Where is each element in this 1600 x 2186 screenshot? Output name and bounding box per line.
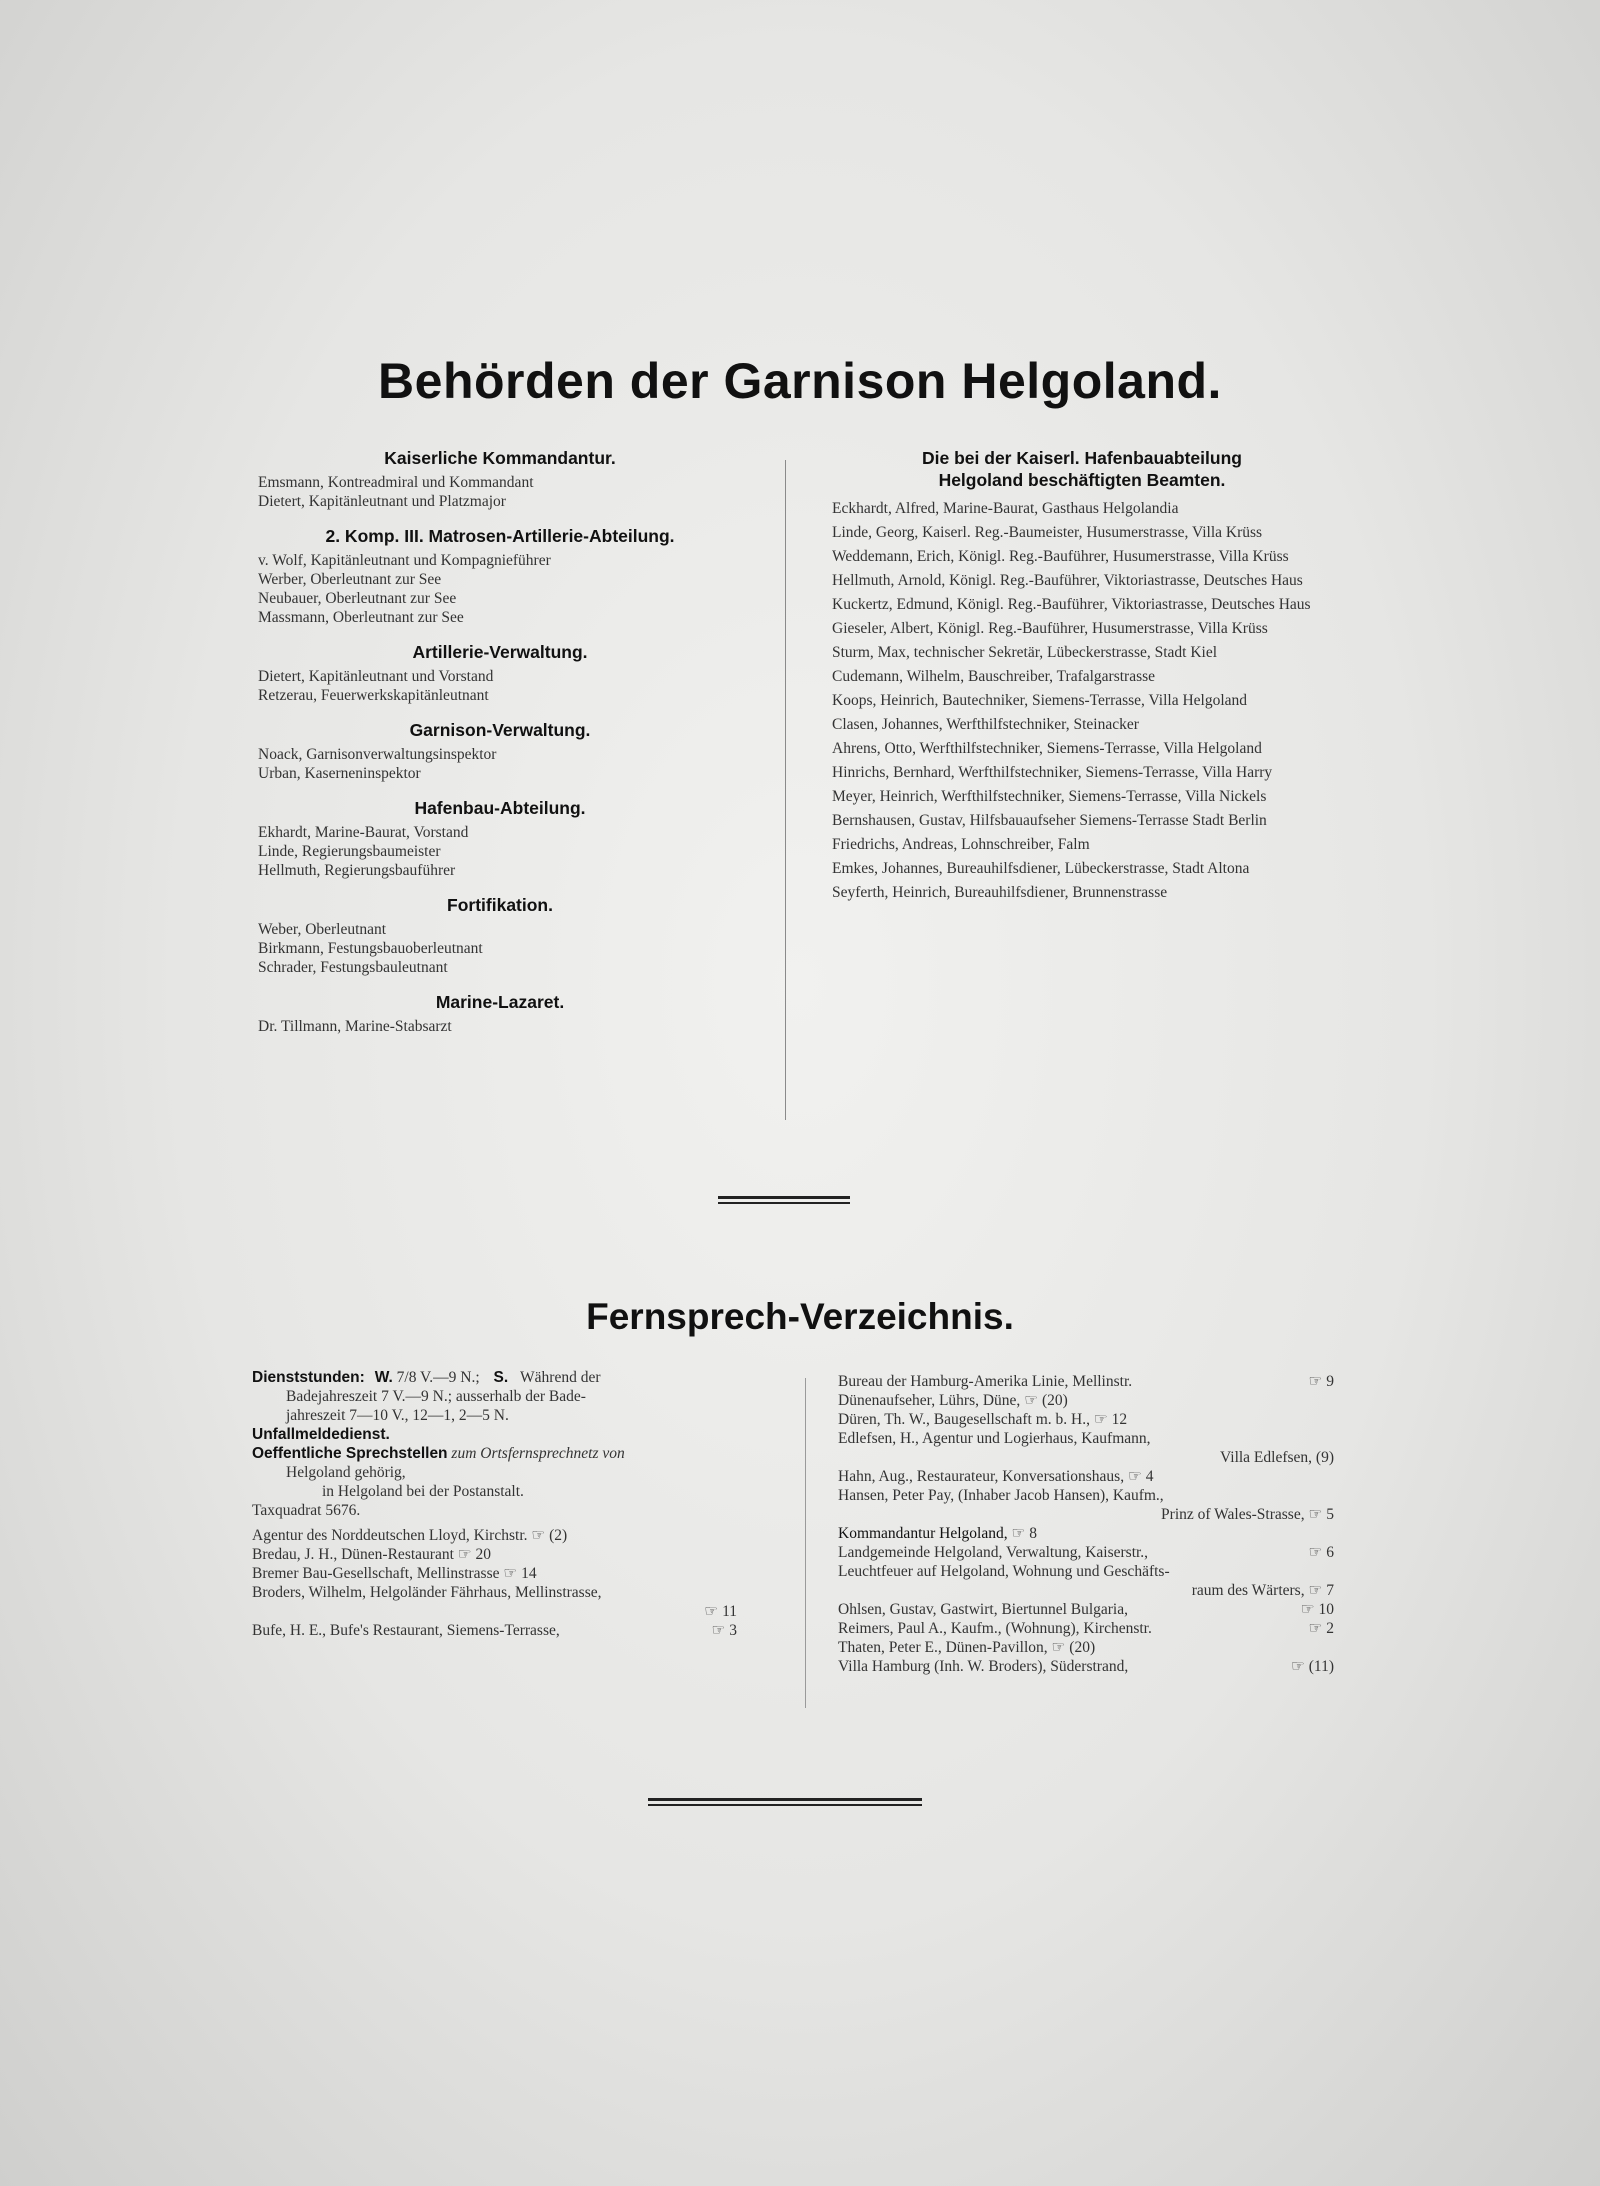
phone-entry bbox=[252, 1583, 737, 1602]
phone-entry bbox=[838, 1657, 1334, 1676]
entry-text: Düren, Th. W., Baugesellschaft m. b. H., bbox=[838, 1411, 1090, 1428]
double-rule-divider bbox=[648, 1798, 922, 1801]
service-hours-line: jahreszeit 7—10 V., 12—1, 2—5 N. bbox=[286, 1407, 509, 1424]
phone-number: ☞ (20) bbox=[1051, 1639, 1096, 1656]
list-item: Sturm, Max, technischer Sekretär, Lübeckerstrasse, Stadt Kiel bbox=[832, 644, 1218, 661]
section-heading: Artillerie-Verwaltung. bbox=[412, 642, 588, 662]
column-divider bbox=[785, 460, 786, 1120]
entry-text: Landgemeinde Helgoland, Verwaltung, Kaiserstr., bbox=[838, 1544, 1149, 1561]
phone-number: ☞ 11 bbox=[704, 1603, 737, 1620]
list-item: Urban, Kaserneninspektor bbox=[258, 765, 421, 782]
phone-number: ☞ 7 bbox=[1308, 1582, 1334, 1599]
phone-entry bbox=[838, 1410, 1334, 1429]
entry-text: Villa Hamburg (Inh. W. Broders), Süderstrand, bbox=[838, 1658, 1129, 1675]
list-item: Kuckertz, Edmund, Königl. Reg.-Bauführer, Viktoriastrasse, Deutsches Haus bbox=[832, 596, 1311, 613]
list-item: Friedrichs, Andreas, Lohnschreiber, Falm bbox=[832, 836, 1090, 853]
phone-number: ☞ 10 bbox=[1300, 1601, 1334, 1618]
phone-entry bbox=[838, 1619, 1334, 1638]
entry-text: Dünenaufseher, Lührs, Düne, bbox=[838, 1392, 1021, 1409]
list-item: Dietert, Kapitänleutnant und Vorstand bbox=[258, 668, 494, 685]
double-rule-divider bbox=[718, 1196, 850, 1199]
phone-entry: Hansen, Peter Pay, (Inhaber Jacob Hansen), Kaufm., bbox=[838, 1487, 1164, 1504]
phone-number: ☞ 20 bbox=[457, 1546, 492, 1563]
entry-text: Agentur des Norddeutschen Lloyd, Kirchstr. bbox=[252, 1527, 528, 1544]
list-item: Gieseler, Albert, Königl. Reg.-Bauführer, Husumerstrasse, Villa Krüss bbox=[832, 620, 1268, 637]
section-heading: Die bei der Kaiserl. Hafenbauabteilung bbox=[922, 448, 1242, 468]
entry-text: Broders, Wilhelm, Helgoländer Fährhaus, Mellinstrasse, bbox=[252, 1584, 602, 1601]
list-item: Retzerau, Feuerwerkskapitänleutnant bbox=[258, 687, 489, 704]
public-phones-line: in Helgoland bei der Postanstalt. bbox=[322, 1483, 524, 1500]
list-item: Koops, Heinrich, Bautechniker, Siemens-Terrasse, Villa Helgoland bbox=[832, 692, 1248, 709]
phone-entry-cont bbox=[838, 1448, 1334, 1467]
phone-entry bbox=[838, 1372, 1334, 1391]
list-item: Massmann, Oberleutnant zur See bbox=[258, 609, 464, 626]
phone-number: ☞ 4 bbox=[1127, 1468, 1154, 1485]
list-item: Noack, Garnisonverwaltungsinspektor bbox=[258, 746, 497, 763]
column-divider bbox=[805, 1378, 806, 1708]
list-item: Eckhardt, Alfred, Marine-Baurat, Gasthaus Helgolandia bbox=[832, 500, 1179, 517]
list-item: Clasen, Johannes, Werfthilfstechniker, Steinacker bbox=[832, 716, 1139, 733]
fernsprech-right-column bbox=[838, 1372, 1334, 1676]
phone-number: ☞ 8 bbox=[1011, 1525, 1038, 1542]
list-item: Birkmann, Festungsbauoberleutnant bbox=[258, 940, 483, 957]
entry-text: Bremer Bau-Gesellschaft, Mellinstrasse bbox=[252, 1565, 500, 1582]
section-heading: Fortifikation. bbox=[447, 895, 553, 915]
tax-square: Taxquadrat 5676. bbox=[252, 1502, 361, 1519]
phone-number: ☞ (11) bbox=[1290, 1658, 1334, 1675]
list-item: Emkes, Johannes, Bureauhilfsdiener, Lübeckerstrasse, Stadt Altona bbox=[832, 860, 1250, 877]
fernsprech-left-column bbox=[252, 1368, 737, 1640]
phone-number: ☞ 2 bbox=[1308, 1620, 1334, 1637]
section-heading: Helgoland beschäftigten Beamten. bbox=[938, 470, 1226, 490]
list-item: Dietert, Kapitänleutnant und Platzmajor bbox=[258, 493, 506, 510]
service-hours bbox=[252, 1368, 737, 1387]
phone-entry bbox=[838, 1467, 1334, 1486]
phone-entry bbox=[838, 1391, 1334, 1410]
section-heading: Garnison-Verwaltung. bbox=[409, 720, 591, 740]
page-title: Behörden der Garnison Helgoland. bbox=[378, 353, 1222, 409]
service-hours-line: Badejahreszeit 7 V.—9 N.; ausserhalb der Bade- bbox=[286, 1388, 586, 1405]
entry-text: Kommandantur Helgoland, bbox=[838, 1525, 1008, 1542]
list-item: Ahrens, Otto, Werfthilfstechniker, Siemens-Terrasse, Villa Helgoland bbox=[832, 740, 1262, 757]
public-phones bbox=[252, 1444, 737, 1463]
phone-entry: Edlefsen, H., Agentur und Logierhaus, Kaufmann, bbox=[838, 1430, 1151, 1447]
sunday-hours: Während der bbox=[520, 1369, 601, 1386]
phone-entry bbox=[838, 1524, 1334, 1543]
entry-text: Bureau der Hamburg-Amerika Linie, Mellinstr. bbox=[838, 1373, 1133, 1390]
list-item: Neubauer, Oberleutnant zur See bbox=[258, 590, 457, 607]
phone-number: ☞ 9 bbox=[1308, 1373, 1334, 1390]
phone-entry-cont bbox=[838, 1581, 1334, 1600]
phone-entry bbox=[838, 1638, 1334, 1657]
phone-number: ☞ 12 bbox=[1093, 1411, 1128, 1428]
phone-number: ☞ (2) bbox=[531, 1527, 568, 1544]
public-phones-text: zum Ortsfernsprechnetz von bbox=[451, 1445, 625, 1462]
list-item: Cudemann, Wilhelm, Bauschreiber, Trafalgarstrasse bbox=[832, 668, 1156, 685]
phone-number: ☞ 3 bbox=[711, 1622, 737, 1639]
list-item: Seyferth, Heinrich, Bureauhilfsdiener, Brunnenstrasse bbox=[832, 884, 1168, 901]
list-item: Hinrichs, Bernhard, Werfthilfstechniker, Siemens-Terrasse, Villa Harry bbox=[832, 764, 1273, 781]
phone-entry: Leuchtfeuer auf Helgoland, Wohnung und Geschäfts- bbox=[838, 1563, 1170, 1580]
list-item: Linde, Regierungsbaumeister bbox=[258, 843, 441, 860]
list-item: Weber, Oberleutnant bbox=[258, 921, 387, 938]
entry-text: Prinz of Wales-Strasse, bbox=[1161, 1506, 1305, 1523]
phone-entry bbox=[252, 1545, 737, 1564]
list-item: Bernshausen, Gustav, Hilfsbauaufseher Siemens-Terrasse Stadt Berlin bbox=[832, 812, 1267, 829]
left-column bbox=[250, 447, 750, 1036]
weekday-hours: 7/8 V.—9 N.; bbox=[396, 1369, 480, 1386]
entry-text: Hahn, Aug., Restaurateur, Konversationshaus, bbox=[838, 1468, 1125, 1485]
list-item: Meyer, Heinrich, Werfthilfstechniker, Siemens-Terrasse, Villa Nickels bbox=[832, 788, 1267, 805]
list-item: Schrader, Festungsbauleutnant bbox=[258, 959, 448, 976]
section-heading: Hafenbau-Abteilung. bbox=[414, 798, 586, 818]
phone-entry bbox=[838, 1543, 1334, 1562]
service-hours-label: Dienststunden: bbox=[252, 1369, 365, 1386]
phone-entry bbox=[252, 1621, 737, 1640]
section-heading: Marine-Lazaret. bbox=[435, 992, 565, 1012]
section-title: Fernsprech-Verzeichnis. bbox=[586, 1296, 1014, 1337]
list-item: Ekhardt, Marine-Baurat, Vorstand bbox=[258, 824, 469, 841]
phone-entry bbox=[838, 1600, 1334, 1619]
list-item: Hellmuth, Arnold, Königl. Reg.-Bauführer, Viktoriastrasse, Deutsches Haus bbox=[832, 572, 1303, 589]
phone-entry bbox=[252, 1564, 737, 1583]
list-item: Emsmann, Kontreadmiral und Kommandant bbox=[258, 474, 534, 491]
section-heading: Kaiserliche Kommandantur. bbox=[384, 448, 616, 468]
entry-text: raum des Wärters, bbox=[1191, 1582, 1305, 1599]
list-item: Dr. Tillmann, Marine-Stabsarzt bbox=[258, 1018, 452, 1035]
list-item: Werber, Oberleutnant zur See bbox=[258, 571, 442, 588]
entry-text: Bufe, H. E., Bufe's Restaurant, Siemens-Terrasse, bbox=[252, 1622, 560, 1639]
phone-number: ☞ (20) bbox=[1024, 1392, 1068, 1409]
entry-text: Thaten, Peter E., Dünen-Pavillon, bbox=[838, 1639, 1048, 1656]
phone-number: ☞ 14 bbox=[503, 1565, 537, 1582]
entry-text: Villa Edlefsen, bbox=[1220, 1449, 1313, 1466]
section-heading: 2. Komp. III. Matrosen-Artillerie-Abteilung. bbox=[325, 526, 675, 546]
phone-entry bbox=[252, 1526, 737, 1545]
list-item: Hellmuth, Regierungsbauführer bbox=[258, 862, 456, 879]
entry-text: Reimers, Paul A., Kaufm., (Wohnung), Kirchenstr. bbox=[838, 1620, 1152, 1637]
weekday-label: W. bbox=[374, 1369, 393, 1386]
list-item: Linde, Georg, Kaiserl. Reg.-Baumeister, Husumerstrasse, Villa Krüss bbox=[832, 524, 1263, 541]
list-item: v. Wolf, Kapitänleutnant und Kompagnieführer bbox=[258, 552, 551, 569]
phone-entry-cont bbox=[838, 1505, 1334, 1524]
entry-text: Ohlsen, Gustav, Gastwirt, Biertunnel Bulgaria, bbox=[838, 1601, 1128, 1618]
phone-number: ☞ 5 bbox=[1308, 1506, 1334, 1523]
entry-text: Bredau, J. H., Dünen-Restaurant bbox=[252, 1546, 454, 1563]
sunday-label: S. bbox=[493, 1369, 509, 1386]
right-column bbox=[832, 447, 1332, 907]
public-phones-line: Helgoland gehörig, bbox=[286, 1464, 406, 1481]
public-phones-label: Oeffentliche Sprechstellen bbox=[252, 1445, 448, 1462]
phone-number: ☞ 6 bbox=[1308, 1544, 1334, 1561]
phone-number: (9) bbox=[1315, 1449, 1334, 1466]
list-item: Weddemann, Erich, Königl. Reg.-Bauführer, Husumerstrasse, Villa Krüss bbox=[832, 548, 1289, 565]
accident-service: Unfallmeldedienst. bbox=[252, 1426, 390, 1443]
